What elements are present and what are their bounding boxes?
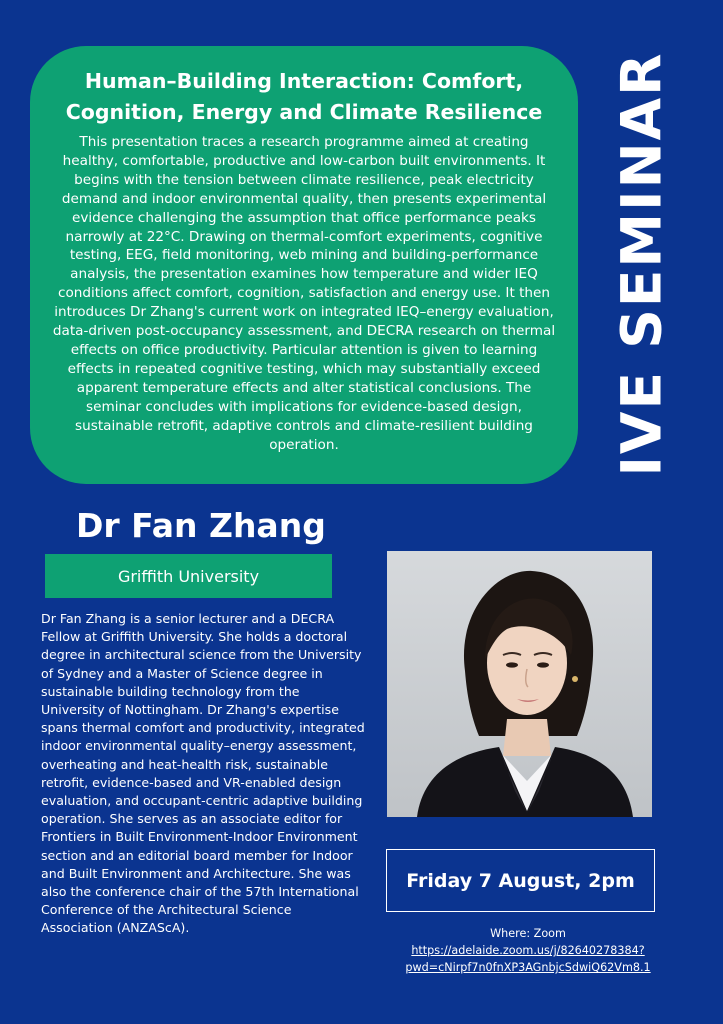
affiliation-label: Griffith University [117,566,260,586]
event-datetime-box [386,849,655,912]
zoom-link[interactable]: https://adelaide.zoom.us/j/82640278384?pwd=cNirpf7n0fnXP3AGnbjcSdwiQ62Vm8.1 [405,944,651,974]
seminar-series-title [610,50,675,478]
speaker-name: Dr Fan Zhang [76,506,326,545]
event-datetime: Friday 7 August, 2pm [406,869,635,892]
where-label: Where: Zoom [490,927,566,940]
talk-title: Human–Building Interaction: Comfort, Cognition, Energy and Climate Resilience [65,69,543,124]
seminar-series-label: IVE SEMINAR [610,51,675,477]
event-location [395,925,661,976]
portrait-illustration [387,551,652,817]
talk-abstract: This presentation traces a research programme aimed at creating healthy, comfortable, productive and low-carbon built environments. It begins with the tension between climate resilience, peak electricity demand and indoor environmental quality, then presents experimental evidence challenging the assumption that office performance peaks narrowly at 22°C. Drawing on thermal-comfort experiments, cognitive testing, EEG, field monitoring, web mining and building-performance analysis, the presentation examines how temperature and wider IEQ conditions affect comfort, cognition, satisfaction and energy use. It then introduces Dr Zhang's current work on integrated IEQ–energy evaluation, data-driven post-occupancy assessment, and DECRA research on thermal effects on office productivity. Particular attention is given to learning effects in repeated cognitive testing, which may substantially exceed apparent temperature effects and alter statistical conclusions. The seminar concludes with implications for evidence-based design, sustainable retrofit, adaptive controls and climate-resilient building operation. [52,134,556,453]
abstract-panel [30,46,578,484]
speaker-portrait [387,551,652,817]
affiliation-badge [45,554,332,598]
speaker-bio: Dr Fan Zhang is a senior lecturer and a DECRA Fellow at Griffith University. She holds a doctoral degree in architectural science from the University of Sydney and a Master of Science degree in sustainable building technology from the University of Nottingham. Dr Zhang's expertise spans thermal comfort and productivity, integrated indoor environmental quality–energy assessment, overheating and heat-health risk, sustainable retrofit, evidence-based and VR-enabled design evaluation, and occupant-centric adaptive building operation. She serves as an associate editor for Frontiers in Built Environment-Indoor Environment section and an editorial board member for Indoor and Built Environment and Architecture. She was also the conference chair of the 57th International Conference of the Architectural Science Association (ANZAScA). [41,611,365,936]
